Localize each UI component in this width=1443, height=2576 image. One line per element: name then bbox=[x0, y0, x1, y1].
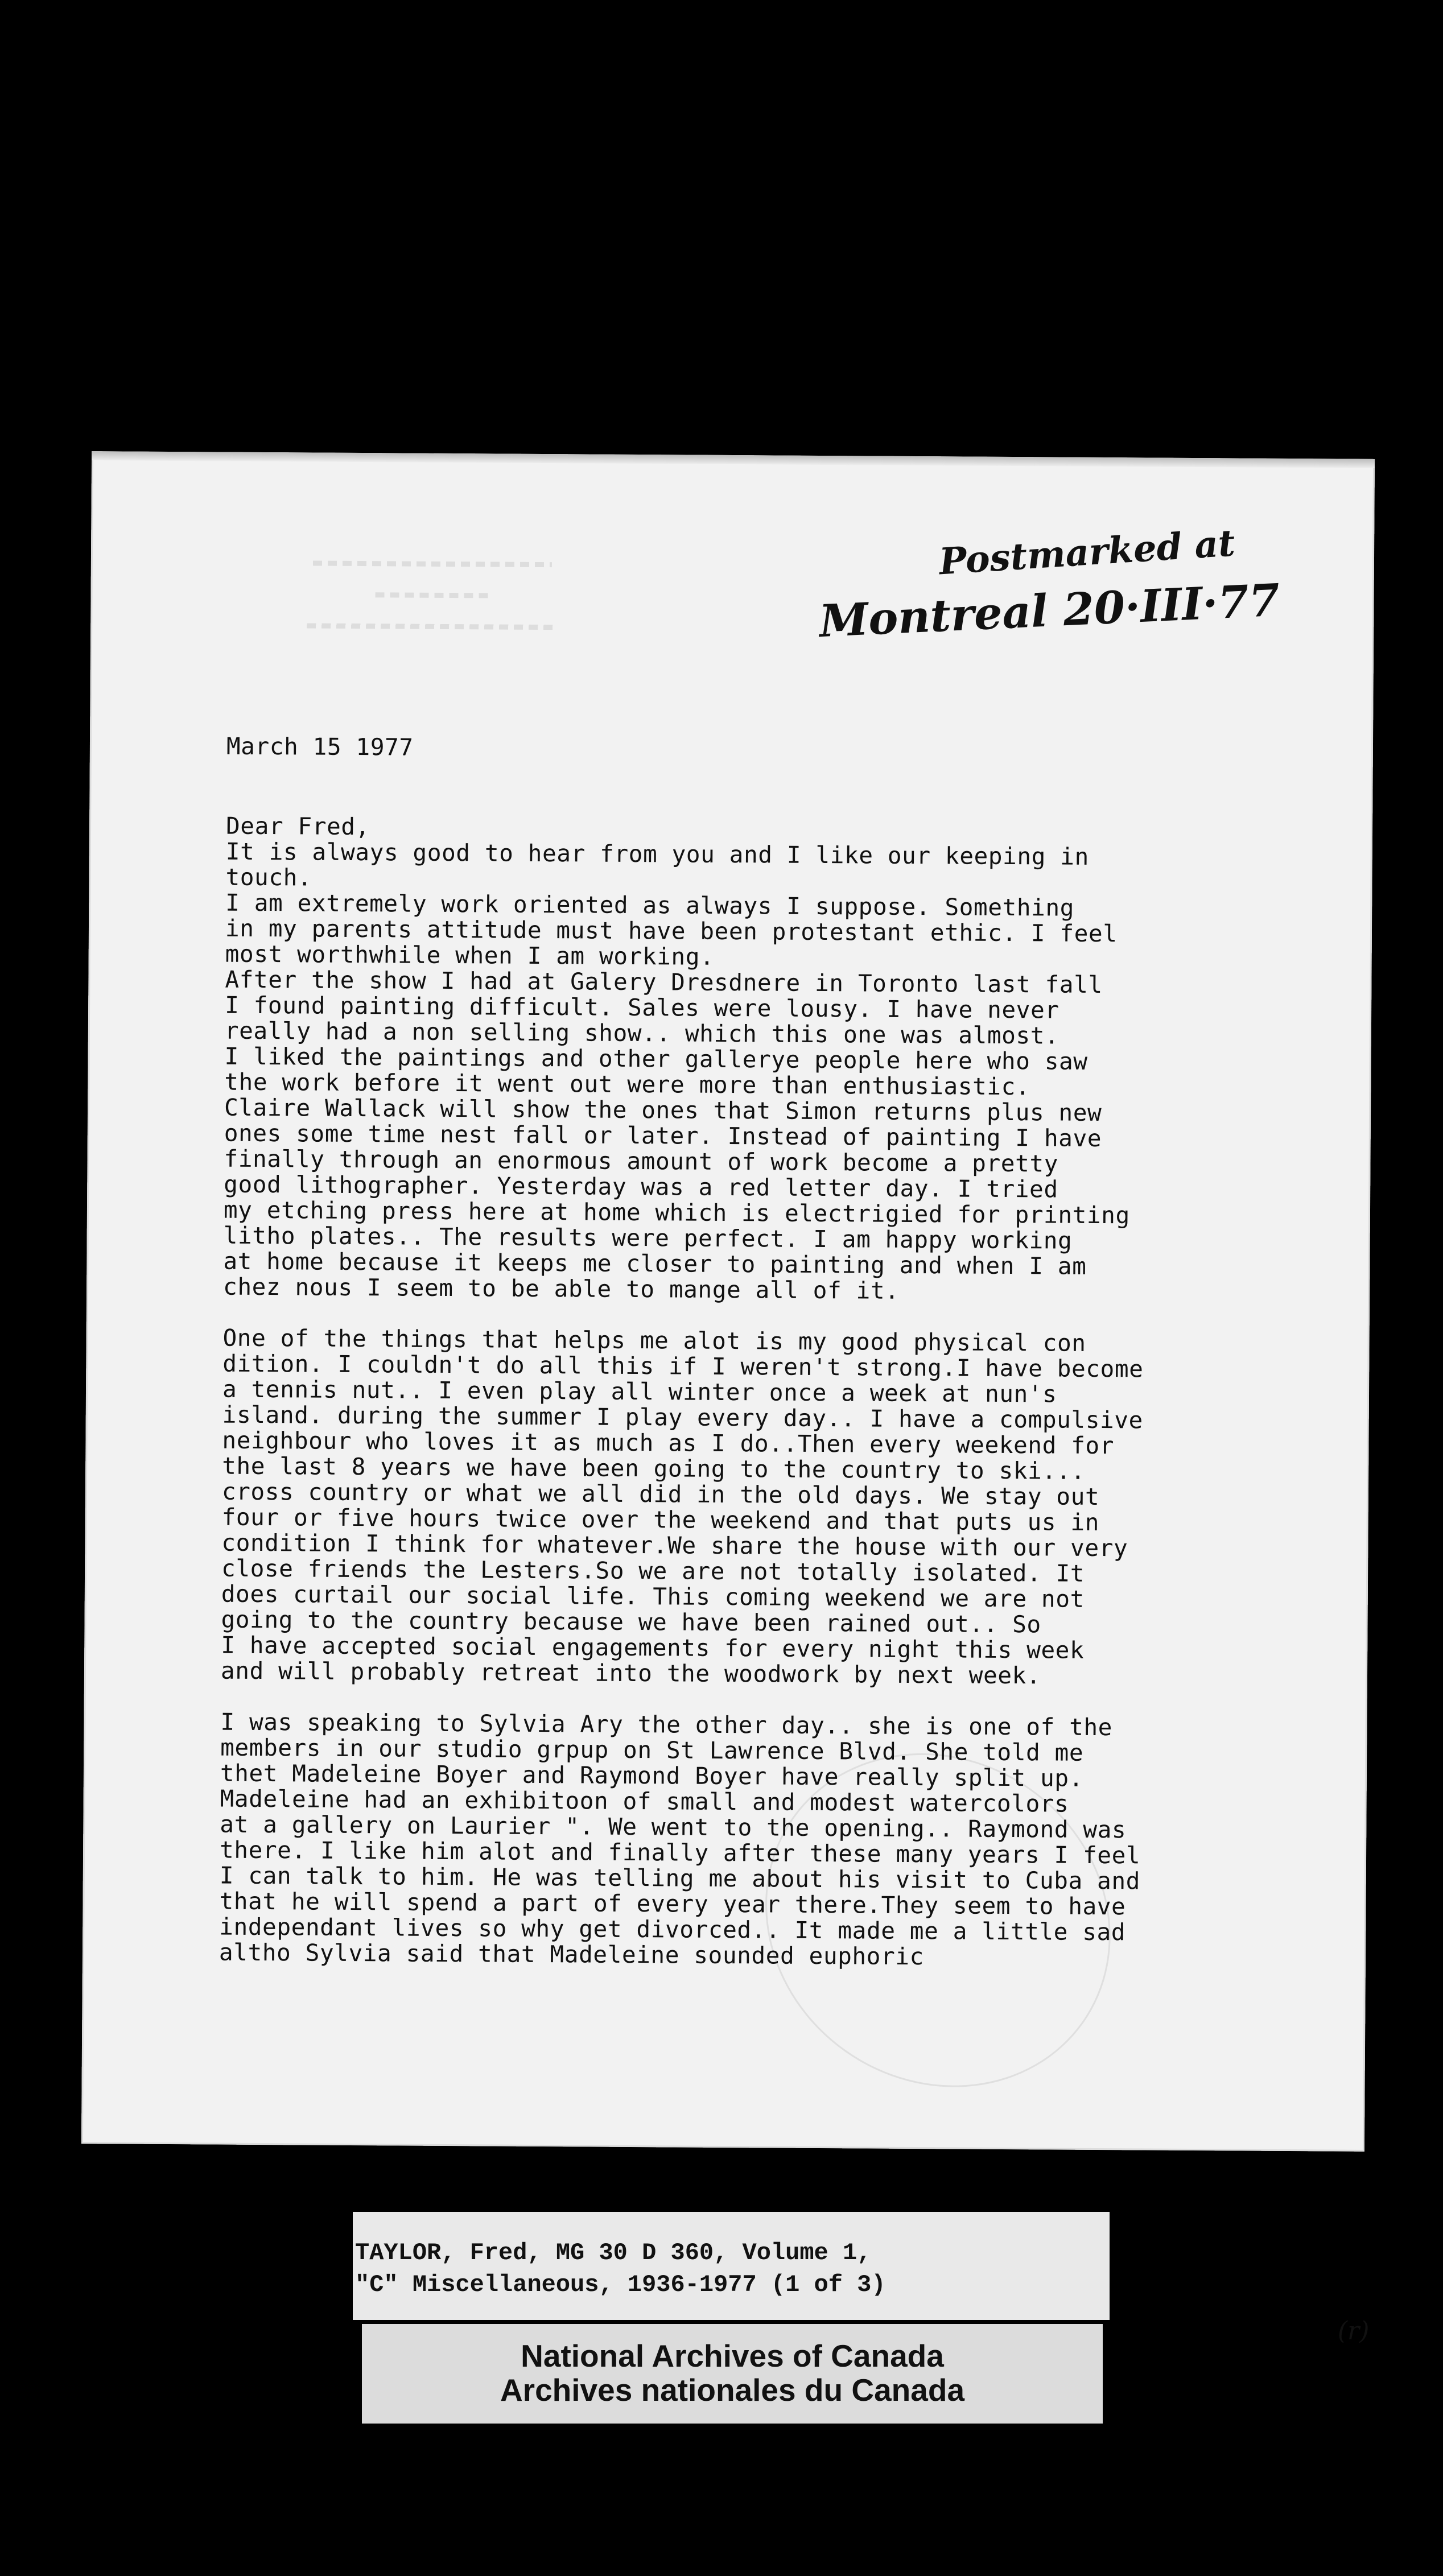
handwritten-note-line-1: Postmarked at bbox=[938, 522, 1236, 584]
faded-letterhead bbox=[255, 560, 609, 662]
handwritten-margin-note: (r) bbox=[1337, 2316, 1370, 2346]
letter-paragraph-1: Dear Fred, It is always good to hear from you and I like our keeping in touch. I am extremely work oriented as always I suppose. Something in my parents attitude must have been protestant ethic. I feel most worthwhile when I am working. After the show I had at Galery Dresdnere in Toronto last fall I found painting difficult. Sales were lousy. I have never really had a non selling show.. which this one was almost. I liked the paintings and other gallerye people here who saw the work before it went out were more than enthusiastic. Claire Wallack will show the ones that Simon returns plus new ones some time nest fall or later. Instead of painting I have finally through an enormous amount of work become a pretty good lithographer. Yesterday was a red letter day. I tried my etching press here at home which is electrigied for printing litho plates.. The results were perfect. I am happy working at home because it keeps me closer to painting and when I am chez nous I seem to be able to mange all of it. bbox=[222, 812, 1130, 1304]
archive-reference-label: TAYLOR, Fred, MG 30 D 360, Volume 1, "C" Miscellaneous, 1936-1977 (1 of 3) bbox=[353, 2212, 1110, 2320]
handwritten-note-line-2: Montreal 20·III·77 bbox=[818, 574, 1281, 648]
letter-body bbox=[219, 734, 1308, 1972]
letter-paragraph-2: One of the things that helps me alot is my good physical con dition. I couldn't do all this if I weren't strong.I have become a tennis nut.. I even play all winter once a week at nun's island. during the summer I play every day.. I have a compulsive neighbour who loves it as much as I do..Then every weekend for the last 8 years we have been going to the country to ski... cross country or what we all did in the old days. We stay out four or five hours twice over the weekend and that puts us in condition I think for whatever.We share the house with our very close friends the Lesters.So we are not totally isolated. It does curtail our social life. This coming weekend we are not going to the country because we have been rained out.. So I have accepted social engagements for every night this week and will probably retreat into the woodwork by next week. bbox=[220, 1324, 1144, 1690]
handwritten-postmark-note bbox=[818, 522, 1378, 681]
archive-institution-label bbox=[362, 2324, 1103, 2424]
letter-date: March 15 1977 bbox=[226, 732, 414, 761]
institution-name-french: Archives nationales du Canada bbox=[500, 2372, 965, 2408]
institution-name-english: National Archives of Canada bbox=[521, 2338, 944, 2373]
page-top-edge bbox=[92, 451, 1375, 468]
letter-paragraph-3: I was speaking to Sylvia Ary the other day.. she is one of the members in our studio grpup on St Lawrence Blvd. She told me thet Madeleine Boyer and Raymond Boyer have really split up. Madeleine had an exhibitoon of small and modest watercolors at a gallery on Laurier ". We went to the opening.. Raymond was there. I like him alot and finally after these many years I feel I can talk to him. He was telling me about his visit to Cuba and that he will spend a part of every year there.They seem to have independant lives so why get divorced.. It made me a little sad altho Sylvia said that Madeleine sounded euphoric bbox=[218, 1708, 1141, 1971]
